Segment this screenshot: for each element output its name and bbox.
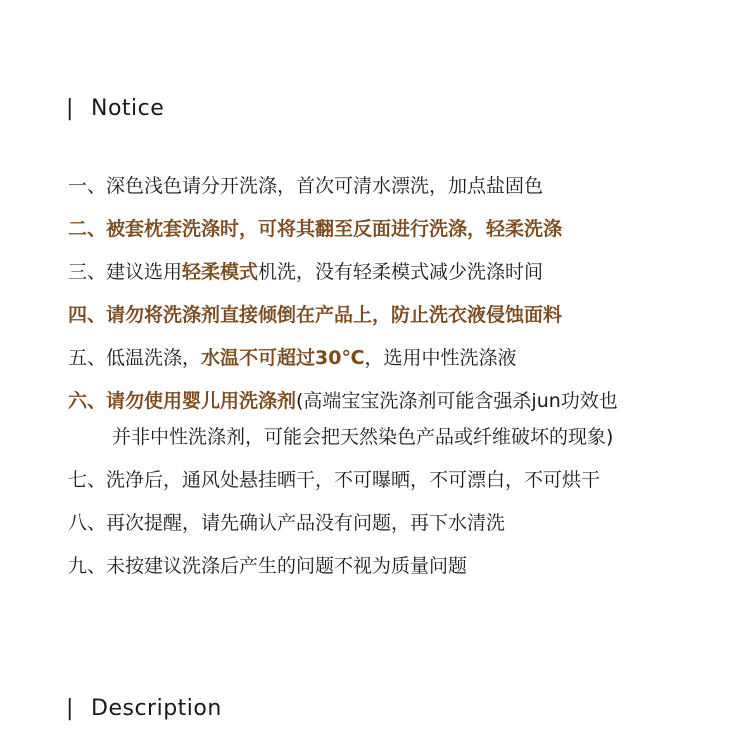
instruction-4: 四、请勿将洗涤剂直接倾倒在产品上，防止洗衣液侵蚀面料 (68, 304, 563, 326)
instruction-3-prefix: 三、建议选用 (68, 261, 183, 283)
instruction-8: 八、再次提醒，请先确认产品没有问题，再下水清洗 (68, 512, 506, 534)
instruction-5-suffix: ，选用中性洗涤液 (364, 347, 517, 369)
notice-title: Notice (91, 96, 165, 121)
instruction-2: 二、被套枕套洗涤时，可将其翻至反面进行洗涤，轻柔洗涤 (68, 218, 563, 240)
instruction-5 (68, 342, 748, 385)
instruction-9: 九、未按建议洗涤后产生的问题不视为质量问题 (68, 555, 468, 577)
care-instructions-list (68, 170, 748, 593)
instruction-6-highlight: 六、请勿使用婴儿用洗涤剂 (68, 390, 297, 412)
instruction-1: 一、深色浅色请分开洗涤，首次可清水漂洗，加点盐固色 (68, 175, 544, 197)
description-title: Description (91, 696, 222, 721)
instruction-6 (68, 385, 748, 421)
instruction-6-note: (高端宝宝洗涤剂可能含强杀jun功效也 (296, 390, 618, 412)
instruction-7: 七、洗净后，通风处悬挂晒干，不可曝晒，不可漂白，不可烘干 (68, 469, 601, 491)
heading-bar: | (66, 96, 74, 121)
instruction-3 (68, 256, 748, 299)
instruction-3-highlight: 轻柔模式 (182, 261, 259, 283)
instruction-6-continued: 并非中性洗涤剂，可能会把天然染色产品或纤维破坏的现象) (112, 426, 614, 448)
notice-heading (66, 96, 164, 121)
instruction-5-prefix: 五、低温洗涤， (68, 347, 202, 369)
instruction-3-suffix: 机洗，没有轻柔模式减少洗涤时间 (258, 261, 544, 283)
description-heading (66, 696, 222, 721)
instruction-5-highlight: 水温不可超过30℃ (201, 347, 365, 369)
heading-bar: | (66, 696, 74, 721)
